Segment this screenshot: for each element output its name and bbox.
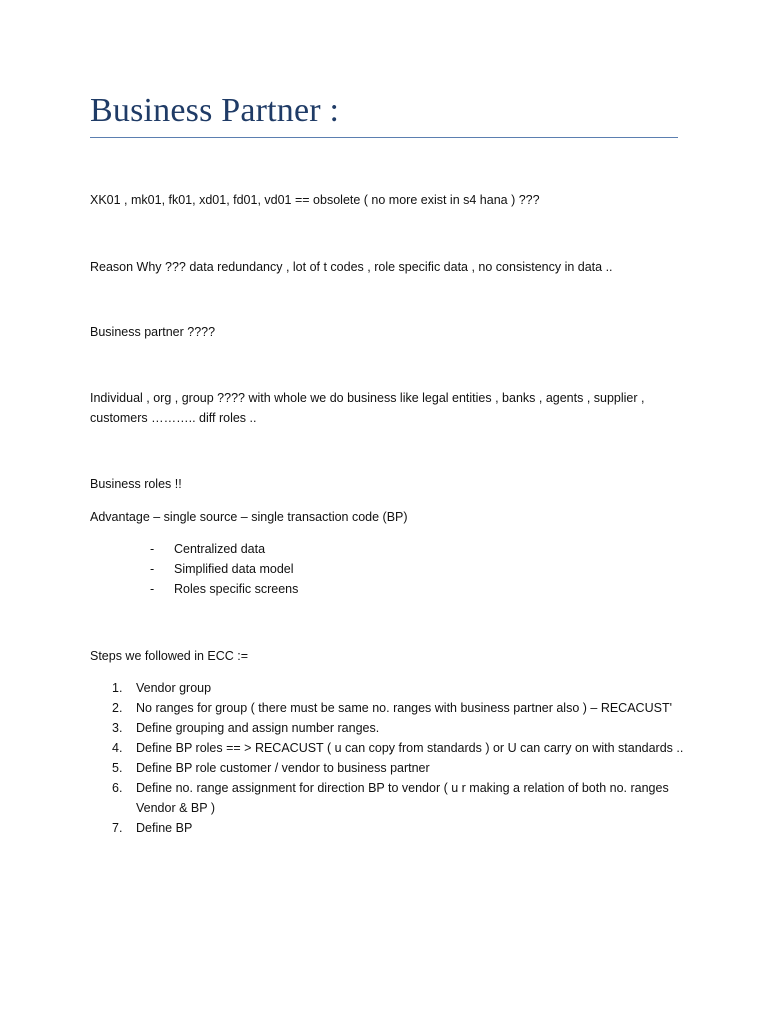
- bullet-text: Simplified data model: [174, 562, 294, 576]
- bullet-marker: -: [150, 582, 155, 596]
- individual-paragraph: Individual , org , group ???? with whole we do business like legal entities , banks , agents , supplier , customers ……….. diff roles ..: [90, 391, 645, 425]
- reason-paragraph: Reason Why ??? data redundancy , lot of t codes , role specific data , no consistency in data ..: [90, 260, 613, 274]
- bullet-marker: -: [150, 542, 155, 556]
- title-underline: [90, 137, 678, 138]
- list-item: [150, 559, 298, 579]
- list-item: [112, 818, 696, 838]
- step-text: Define BP: [136, 821, 193, 835]
- page-title: Business Partner :: [90, 92, 340, 129]
- advantage-bullet-list: [150, 539, 298, 599]
- business-partner-question: Business partner ????: [90, 325, 216, 339]
- bullet-text: Centralized data: [174, 542, 266, 556]
- steps-heading: Steps we followed in ECC :=: [90, 649, 249, 663]
- list-item: [112, 738, 696, 758]
- bullet-marker: -: [150, 562, 155, 576]
- step-number: 5.: [112, 761, 123, 775]
- list-item: [112, 678, 696, 698]
- step-text: Define BP roles == > RECACUST ( u can copy from standards ) or U can carry on with standards ..: [136, 741, 684, 755]
- list-item: [150, 539, 298, 559]
- step-text: Vendor group: [136, 681, 212, 695]
- step-number: 1.: [112, 681, 123, 695]
- list-item: [150, 579, 298, 599]
- step-text: No ranges for group ( there must be same no. ranges with business partner also ) – RECACUST': [136, 701, 672, 715]
- steps-list: [112, 678, 696, 838]
- step-number: 6.: [112, 781, 123, 795]
- step-number: 2.: [112, 701, 123, 715]
- business-roles-paragraph: Business roles !!: [90, 477, 182, 491]
- bullet-text: Roles specific screens: [174, 582, 299, 596]
- step-text: Define BP role customer / vendor to business partner: [136, 761, 430, 775]
- step-text: Define grouping and assign number ranges.: [136, 721, 380, 735]
- list-item: [112, 718, 696, 738]
- list-item: [112, 698, 696, 718]
- list-item: [112, 778, 696, 818]
- obsolete-paragraph: XK01 , mk01, fk01, xd01, fd01, vd01 == obsolete ( no more exist in s4 hana ) ???: [90, 193, 540, 207]
- step-text: Define no. range assignment for direction BP to vendor ( u r making a relation of both no. ranges Vendor & BP ): [136, 781, 669, 815]
- list-item: [112, 758, 696, 778]
- step-number: 4.: [112, 741, 123, 755]
- step-number: 7.: [112, 821, 123, 835]
- step-number: 3.: [112, 721, 123, 735]
- advantage-paragraph: Advantage – single source – single transaction code (BP): [90, 510, 408, 524]
